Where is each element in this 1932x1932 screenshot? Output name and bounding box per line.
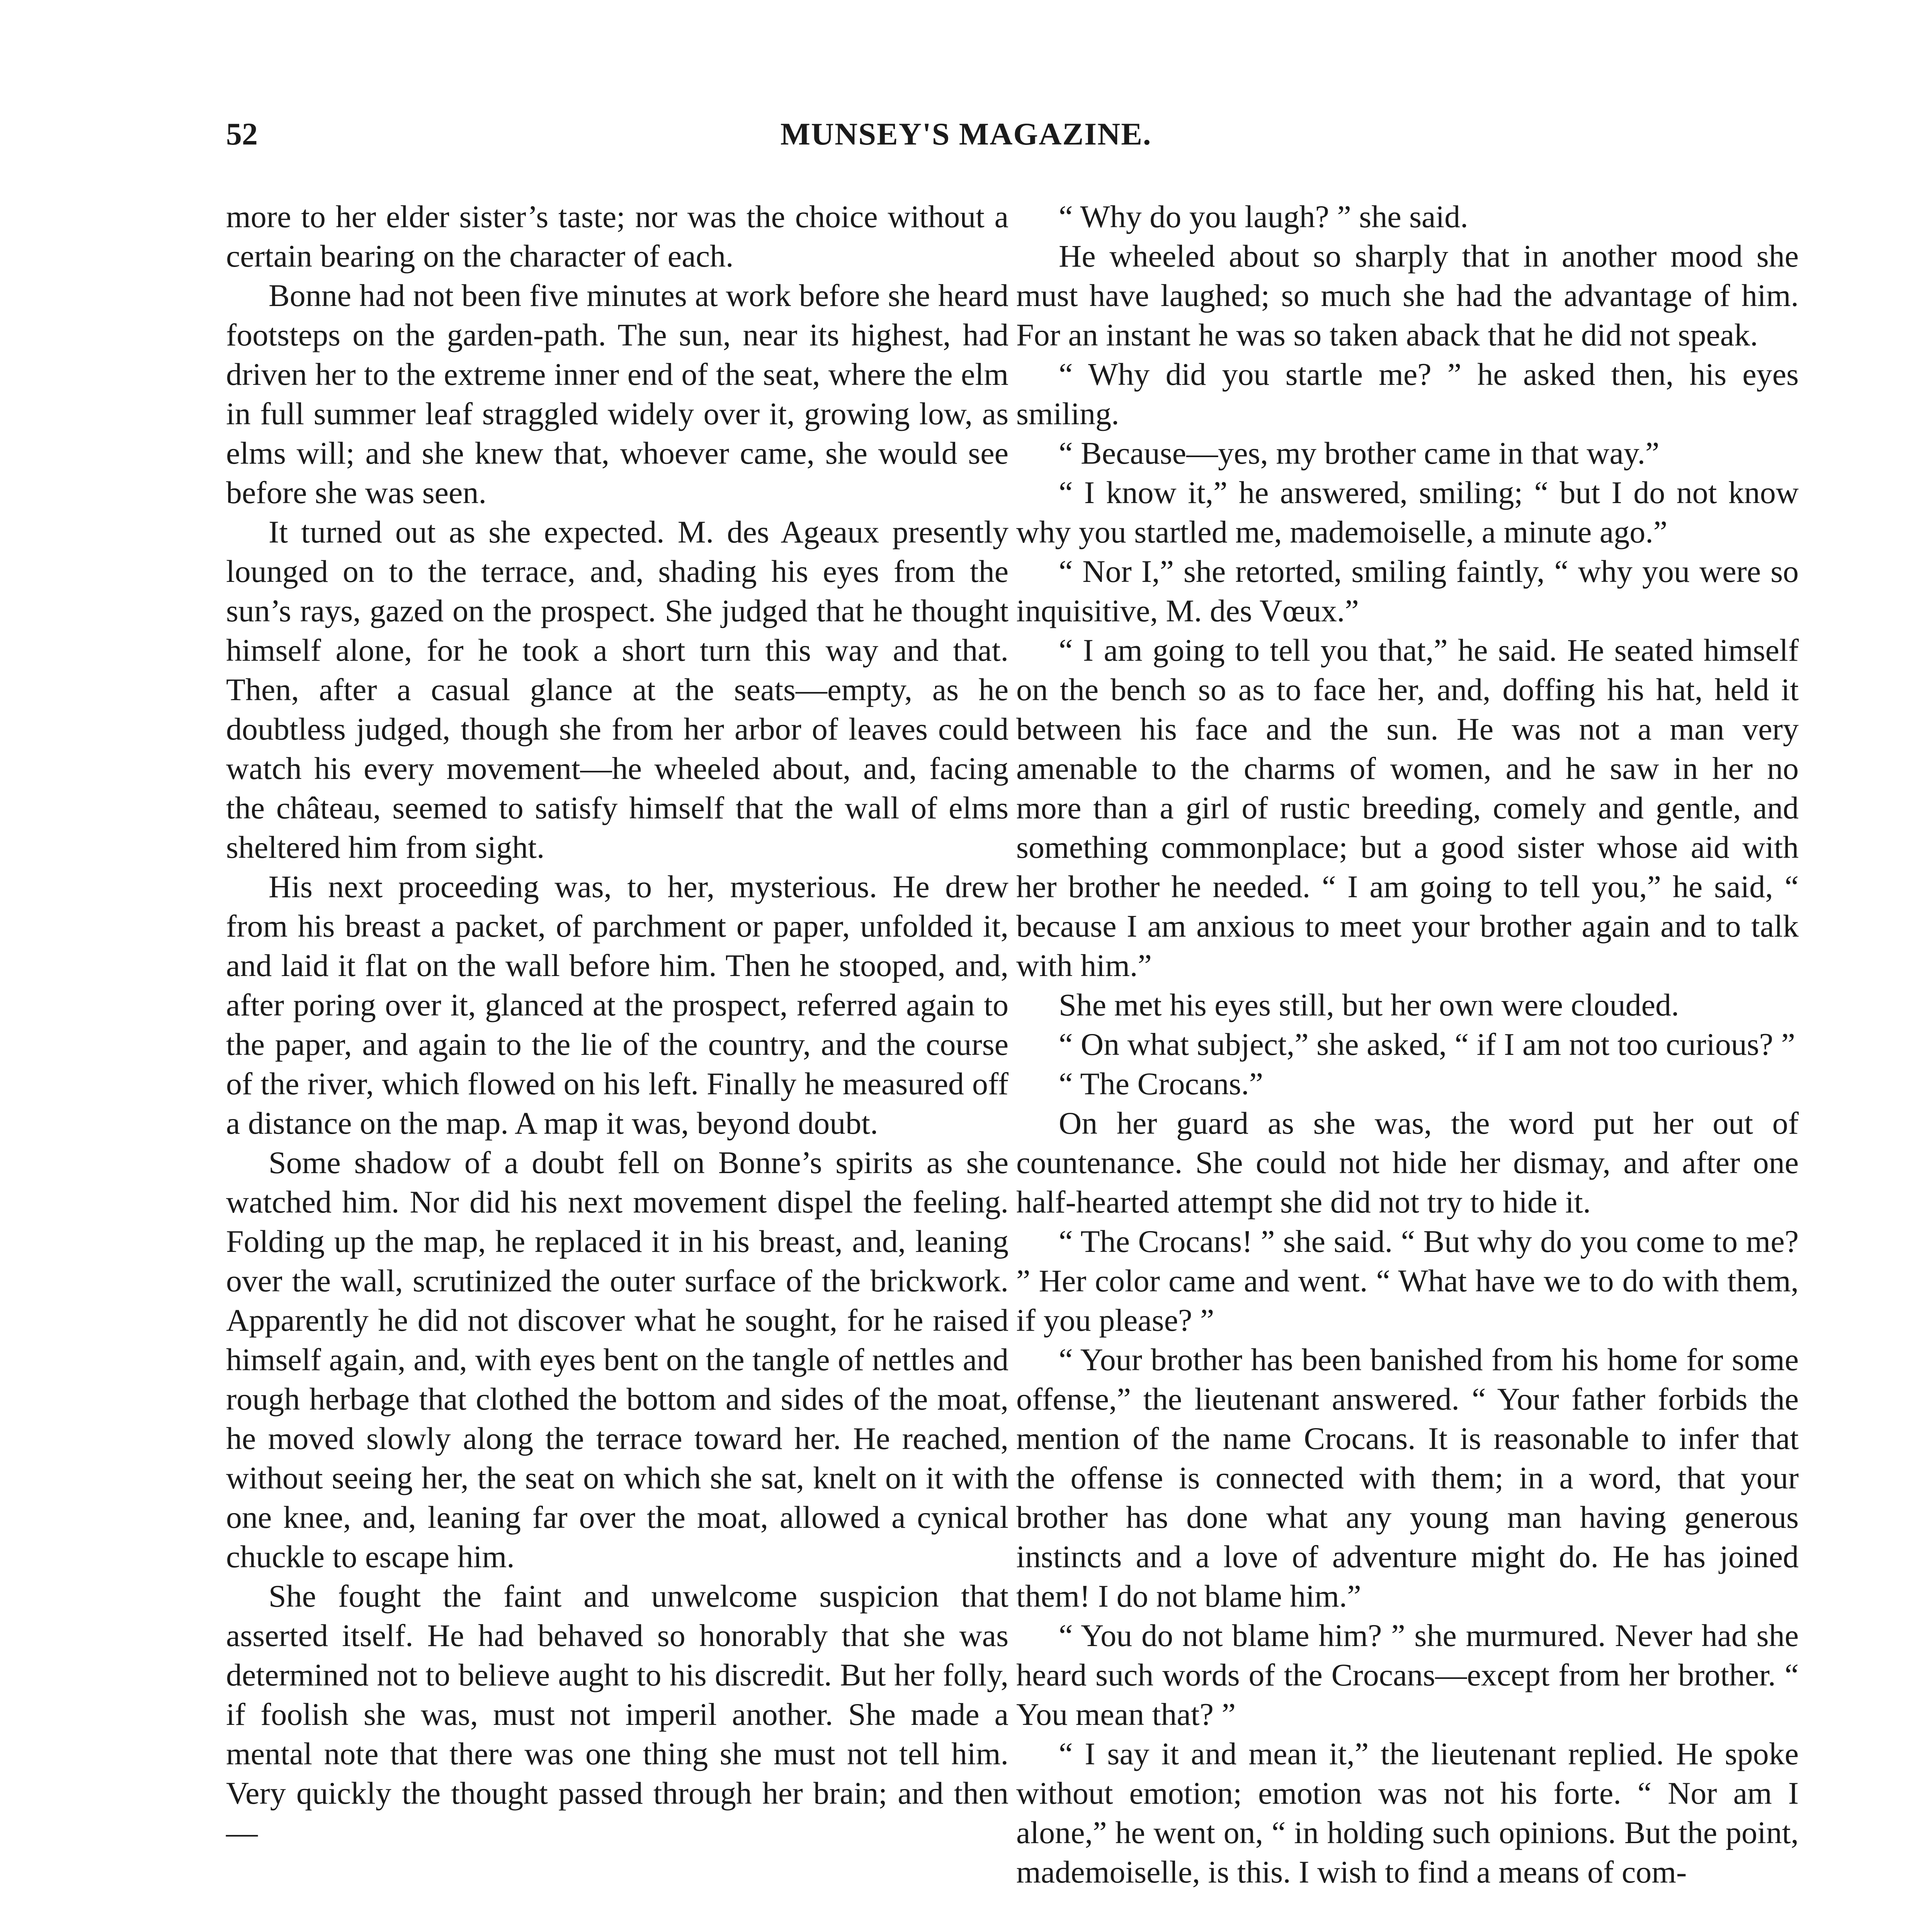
paragraph: “ I am going to tell you that,” he said. He seated himself on the bench so as to face her, and, doffing his hat, held it between his face and the sun. He was not a man very amenable to the charms of women, and he saw in her no more than a girl of rustic breeding, comely and gentle, and something commonplace; but a good sister whose aid with her brother he needed. “ I am going to tell you,” he said, “ because I am anxious to meet your brother again and to talk with him.” [1016,633,1799,983]
paragraph: “ Your brother has been banished from his home for some offense,” the lieutenant answered. “ Your father forbids the mention of the name Crocans. It is reasonable to infer that the offense is connected with them; in a word, that your brother has done what any young man having generous instincts and a love of adventure might do. He has joined them! I do not blame him.” [1016,1342,1799,1614]
paragraph: Some shadow of a doubt fell on Bonne’s spirits as she watched him. Nor did his next movement dispel the feeling. Folding up the map, he replaced it in his breast, and, leaning over the wall, scrutinized the outer surface of the brickwork. Apparently he did not discover what he sought, for he raised himself again, and, with eyes bent on the tangle of nettles and rough herbage that clothed the bottom and sides of the moat, he moved slowly along the terrace toward her. He reached, without seeing her, the seat on which she sat, knelt on it with one knee, and, leaning far over the moat, allowed a cynical chuckle to escape him. [226,1145,1009,1574]
paragraph: Bonne had not been five minutes at work before she heard footsteps on the garden-path. The sun, near its highest, had driven her to the extreme inner end of the seat, where the elm in full summer leaf straggled widely over it, growing low, as elms will; and she knew that, whoever came, she would see before she was seen. [226,278,1009,510]
paragraph: “ I say it and mean it,” the lieutenant replied. He spoke without emotion; emotion was not his forte. “ Nor am I alone,” he went on, “ in holding such opinions. But the point, mademoiselle, is this. I wish to find a means of com- [1016,1736,1799,1889]
paragraph: “ I know it,” he answered, smiling; “ but I do not know why you startled me, mademoiselle, a minute ago.” [1016,475,1799,549]
paragraph: His next proceeding was, to her, mysterious. He drew from his breast a packet, of parchment or paper, unfolded it, and laid it flat on the wall before him. Then he stooped, and, after poring over it, glanced at the prospect, referred again to the paper, and again to the lie of the country, and the course of the river, which flowed on his left. Finally he measured off a distance on the map. A map it was, beyond doubt. [226,869,1009,1141]
paragraph: “ Nor I,” she retorted, smiling faintly, “ why you were so inquisitive, M. des Vœux.” [1016,554,1799,628]
page-number: 52 [226,116,258,151]
paragraph: She met his eyes still, but her own were clouded. [1059,987,1679,1022]
paragraph: “ On what subject,” she asked, “ if I am not too curious? ” [1059,1027,1795,1062]
paragraph: “ Why did you startle me? ” he asked then, his eyes smiling. [1016,357,1799,431]
paragraph: “ Because—yes, my brother came in that way.” [1059,435,1660,471]
paragraph: It turned out as she expected. M. des Ageaux presently lounged on to the terrace, and, shading his eyes from the sun’s rays, gazed on the prospect. She judged that he thought himself alone, for he took a short turn this way and that. Then, after a casual glance at the seats—empty, as he doubtless judged, though she from her arbor of leaves could watch his every movement—he wheeled about, and, facing the château, seemed to satisfy himself that the wall of elms sheltered him from sight. [226,514,1009,865]
paragraph: more to her elder sister’s taste; nor was the choice without a certain bearing on the character of each. [226,199,1009,274]
paragraph: On her guard as she was, the word put her out of countenance. She could not hide her dismay, and after one half-hearted attempt she did not try to hide it. [1016,1105,1799,1219]
paragraph: “ The Crocans.” [1059,1066,1263,1101]
paragraph: She fought the faint and unwelcome suspicion that asserted itself. He had behaved so honorably that she was determined not to believe aught to his discredit. But her folly, if foolish she was, must not imperil another. She made a mental note that there was one thing she must not tell him. Very quickly the thought passed through her brain; and then— [226,1578,1009,1850]
running-title: MUNSEY'S MAGAZINE. [780,116,1152,151]
paragraph: “ The Crocans! ” she said. “ But why do you come to me? ” Her color came and went. “ What have we to do with them, if you please? ” [1016,1224,1799,1338]
paragraph: He wheeled about so sharply that in another mood she must have laughed; so much she had the advantage of him. For an instant he was so taken aback that he did not speak. [1016,238,1799,352]
paragraph: “ You do not blame him? ” she murmured. Never had she heard such words of the Crocans—except from her brother. “ You mean that? ” [1016,1618,1799,1732]
right-column [1016,197,1799,1892]
paragraph: “ Why do you laugh? ” she said. [1059,199,1468,234]
left-column [226,197,1009,1852]
